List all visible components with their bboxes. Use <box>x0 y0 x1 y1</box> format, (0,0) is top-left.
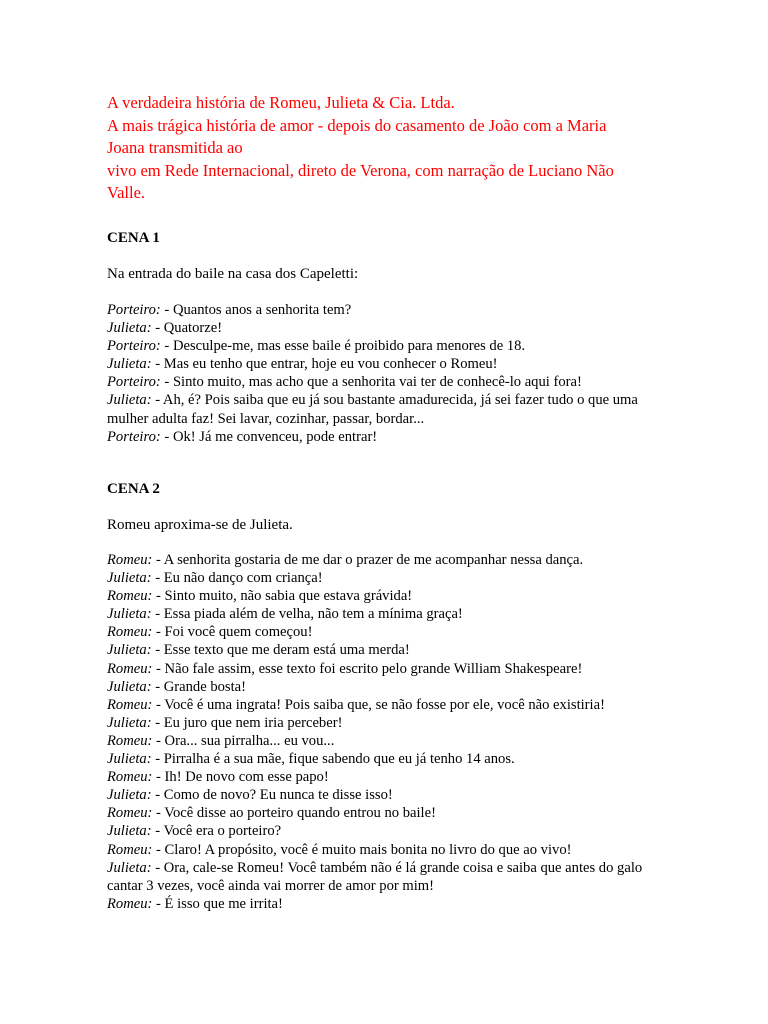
speaker-name: Julieta: <box>107 642 152 659</box>
dialogue-line <box>107 678 667 696</box>
dialogue-line <box>107 859 667 895</box>
dialogue-text: - Não fale assim, esse texto foi escrito pelo grande William Shakespeare! <box>152 660 583 677</box>
dialogue-text: - Como de novo? Eu nunca te disse isso! <box>151 787 393 804</box>
dialogue-text: - Sinto muito, mas acho que a senhorita vai ter de conhecê-lo aqui fora! <box>160 374 582 391</box>
dialogue-text: - Você disse ao porteiro quando entrou no baile! <box>152 805 436 822</box>
speaker-name: Julieta: <box>107 823 152 840</box>
dialogue-line <box>107 373 667 391</box>
speaker-name: Julieta: <box>107 787 152 804</box>
dialogue-line <box>107 319 667 337</box>
dialogue-text: - Esse texto que me deram está uma merda! <box>151 642 410 659</box>
dialogue-line <box>107 660 667 678</box>
dialogue-line <box>107 895 667 913</box>
dialogue-text: - Pirralha é a sua mãe, fique sabendo que eu já tenho 14 anos. <box>151 751 515 768</box>
dialogue-text: - Quatorze! <box>151 320 223 337</box>
dialogue-line <box>107 750 667 768</box>
dialogue-text: - É isso que me irrita! <box>152 895 283 912</box>
title-line: A verdadeira história de Romeu, Julieta & Cia. Ltda. <box>107 93 455 112</box>
scene-2-stage-direction: Romeu aproxima-se de Julieta. <box>107 517 293 533</box>
scene-1-dialogue <box>107 301 667 446</box>
speaker-name: Julieta: <box>107 606 152 623</box>
scene-1-heading: CENA 1 <box>107 230 160 246</box>
dialogue-line <box>107 551 667 569</box>
dialogue-line <box>107 623 667 641</box>
title-line: Valle. <box>107 183 146 202</box>
dialogue-text: - Mas eu tenho que entrar, hoje eu vou conhecer o Romeu! <box>151 356 498 373</box>
speaker-name: Julieta: <box>107 714 152 731</box>
dialogue-line <box>107 768 667 786</box>
dialogue-line <box>107 714 667 732</box>
speaker-name: Julieta: <box>107 570 152 587</box>
title-line: vivo em Rede Internacional, direto de Verona, com narração de Luciano Não <box>107 160 614 180</box>
title-line: A mais trágica história de amor - depois do casamento de João com a Maria <box>107 115 607 135</box>
speaker-name: Romeu: <box>107 805 153 822</box>
speaker-name: Romeu: <box>107 732 153 749</box>
dialogue-line <box>107 428 667 446</box>
dialogue-line <box>107 786 667 804</box>
dialogue-text: - Eu juro que nem iria perceber! <box>151 714 343 731</box>
dialogue-line <box>107 822 667 840</box>
dialogue-text: - Grande bosta! <box>151 678 246 695</box>
speaker-name: Romeu: <box>107 769 153 786</box>
speaker-name: Romeu: <box>107 660 153 677</box>
scene-1-stage-direction: Na entrada do baile na casa dos Capeletti: <box>107 266 359 282</box>
speaker-name: Porteiro: <box>107 428 161 445</box>
scene-2-dialogue <box>107 551 667 913</box>
dialogue-line <box>107 391 667 427</box>
dialogue-line <box>107 804 667 822</box>
speaker-name: Porteiro: <box>107 302 161 318</box>
speaker-name: Romeu: <box>107 588 153 605</box>
dialogue-text: - Ih! De novo com esse papo! <box>152 769 329 786</box>
dialogue-line <box>107 641 667 659</box>
dialogue-text: - Ah, é? Pois saiba que eu já sou bastante amadurecida, já sei fazer tudo o que uma mulher adulta faz! Sei lavar, cozinhar, passar, bordar... <box>107 392 638 427</box>
dialogue-line <box>107 587 667 605</box>
speaker-name: Julieta: <box>107 678 152 695</box>
dialogue-text: - Essa piada além de velha, não tem a mínima graça! <box>151 606 463 623</box>
dialogue-line <box>107 732 667 750</box>
speaker-name: Romeu: <box>107 624 153 641</box>
speaker-name: Julieta: <box>107 392 152 409</box>
dialogue-line <box>107 696 667 714</box>
speaker-name: Romeu: <box>107 841 153 858</box>
dialogue-text: - Sinto muito, não sabia que estava grávida! <box>152 588 413 605</box>
dialogue-line <box>107 605 667 623</box>
speaker-name: Porteiro: <box>107 374 161 391</box>
speaker-name: Julieta: <box>107 356 152 373</box>
speaker-name: Porteiro: <box>107 338 161 355</box>
dialogue-line <box>107 841 667 859</box>
dialogue-line <box>107 355 667 373</box>
speaker-name: Romeu: <box>107 895 153 912</box>
speaker-name: Romeu: <box>107 552 153 568</box>
dialogue-text: - Desculpe-me, mas esse baile é proibido para menores de 18. <box>160 338 526 355</box>
scene-2-heading: CENA 2 <box>107 481 160 497</box>
dialogue-text: - Você era o porteiro? <box>151 823 282 840</box>
title-line: Joana transmitida ao <box>107 138 243 157</box>
speaker-name: Julieta: <box>107 859 152 876</box>
dialogue-text: - Ora... sua pirralha... eu vou... <box>152 732 335 749</box>
dialogue-line <box>107 569 667 587</box>
dialogue-text: - Foi você quem começou! <box>152 624 313 641</box>
dialogue-text: - Claro! A propósito, você é muito mais bonita no livro do que ao vivo! <box>152 841 572 858</box>
document-title <box>107 92 747 205</box>
dialogue-text: - Ora, cale-se Romeu! Você também não é lá grande coisa e saiba que antes do galo cantar 3 vezes, você ainda vai morrer de amor por mim! <box>107 859 643 894</box>
dialogue-text: - A senhorita gostaria de me dar o prazer de me acompanhar nessa dança. <box>152 552 584 568</box>
speaker-name: Romeu: <box>107 696 153 713</box>
document-page <box>107 92 747 912</box>
dialogue-text: - Quantos anos a senhorita tem? <box>160 302 352 318</box>
speaker-name: Julieta: <box>107 320 152 337</box>
dialogue-text: - Eu não danço com criança! <box>151 570 323 587</box>
dialogue-line <box>107 301 667 319</box>
speaker-name: Julieta: <box>107 751 152 768</box>
dialogue-line <box>107 337 667 355</box>
dialogue-text: - Ok! Já me convenceu, pode entrar! <box>160 428 378 445</box>
dialogue-text: - Você é uma ingrata! Pois saiba que, se não fosse por ele, você não existiria! <box>152 696 605 713</box>
